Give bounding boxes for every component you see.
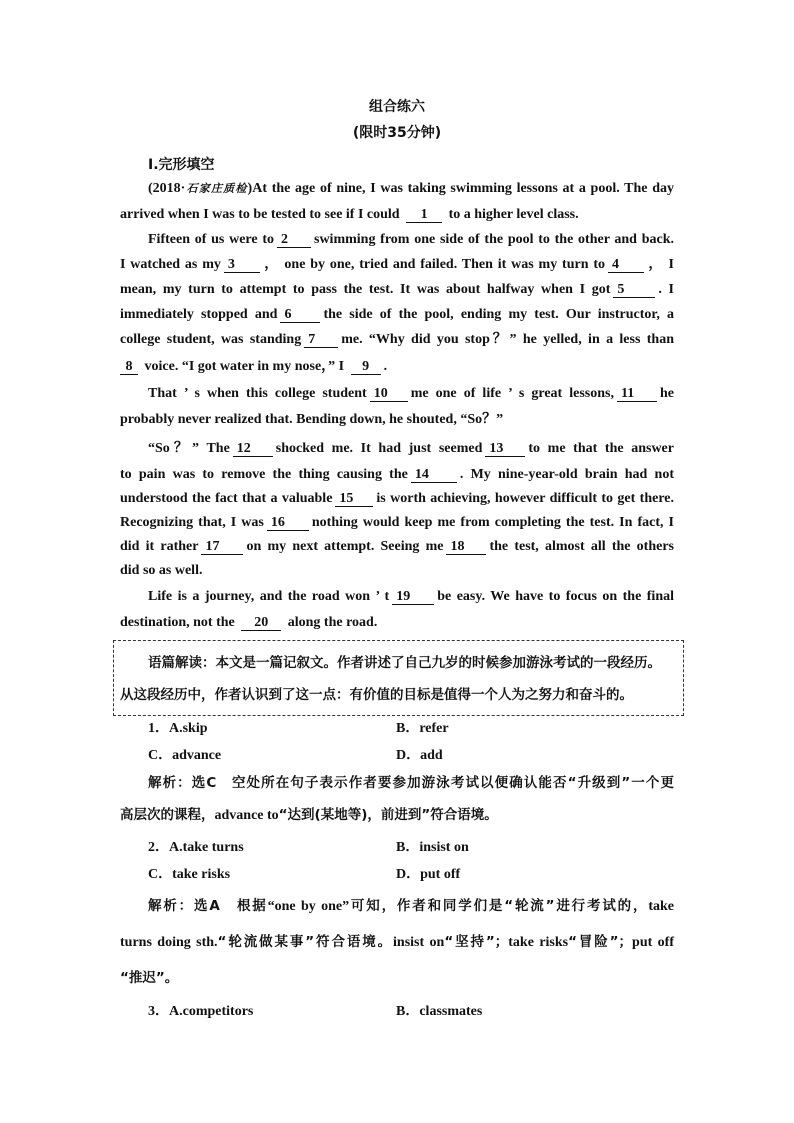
passage-line	[120, 514, 674, 532]
q2-option-d: D．put off	[396, 867, 461, 882]
expl-term: “one by one”	[267, 899, 350, 914]
passage-line	[120, 206, 674, 224]
passage-text: the test, almost all the others	[489, 539, 674, 554]
passage-text: ， I	[647, 257, 674, 272]
expl-term: turns doing sth.	[120, 935, 218, 950]
expl-text: 高层次的课程，	[120, 807, 215, 823]
q2-explanation-line	[120, 930, 674, 951]
passage-line	[120, 466, 674, 484]
q2-explanation-line: “推迟”。	[120, 970, 179, 986]
passage-analysis-box	[113, 640, 684, 716]
passage-text: be easy. We have to focus on the final	[437, 589, 674, 604]
blank-15: 15	[335, 492, 373, 507]
blank-9: 9	[351, 360, 381, 375]
blank-11: 11	[617, 387, 657, 402]
q1-option-c: C．advance	[148, 748, 222, 763]
analysis-line-1: 语篇解读：本文是一篇记叙文。作者讲述了自己九岁的时候参加游泳考试的一段经历。	[148, 655, 661, 671]
passage-line: did so as well.	[120, 563, 203, 578]
passage-text: to me that the answer	[528, 441, 674, 456]
blank-10: 10	[370, 387, 408, 402]
expl-text: “达到(某地等)，前进到”符合语境。	[278, 807, 498, 823]
source-name: 石家庄质检	[185, 183, 248, 195]
blank-20: 20	[241, 616, 281, 631]
q2-option-b: B．insist on	[396, 840, 469, 855]
q1-option-a: 1．A.skip	[148, 721, 208, 736]
expl-term: take	[648, 899, 674, 914]
passage-text: Life is a journey, and the road won ’ t	[148, 589, 390, 604]
passage-text: ， one by one, tried and failed. Then it was my turn to	[262, 257, 606, 272]
passage-text: Fifteen of us were to	[148, 232, 274, 247]
passage-line	[148, 588, 674, 606]
q2-option-a: 2．A.take turns	[148, 840, 244, 855]
expl-text: “轮流做某事”符合语境。	[217, 934, 394, 950]
expl-text: 可知，作者和同学们是“轮流”进行考试的，	[349, 898, 649, 914]
passage-text: nothing would keep me from completing the test. In fact, I	[311, 515, 674, 530]
blank-19: 19	[392, 590, 434, 605]
blank-8: 8	[120, 360, 138, 375]
expl-term: advance to	[214, 808, 279, 823]
passage-text: me one of life ’ s great lessons,	[410, 386, 614, 401]
passage-line	[120, 256, 674, 274]
q1-explanation-line: 解析：选C 空处所在句子表示作者要参加游泳考试以便确认能否“升级到”一个更	[148, 775, 674, 791]
passage-text: college student, was standing	[120, 332, 302, 347]
blank-4: 4	[608, 258, 644, 273]
passage-text: is worth achieving, however difficult to get there.	[376, 491, 675, 506]
blank-1: 1	[406, 208, 442, 223]
passage-line	[148, 440, 674, 458]
passage-text: “So？” The	[148, 441, 230, 456]
passage-line	[148, 180, 674, 198]
passage-text: did it rather	[120, 539, 199, 554]
blank-3: 3	[224, 258, 260, 273]
passage-line	[120, 358, 674, 376]
passage-text: along the road.	[287, 615, 378, 630]
passage-line	[148, 385, 674, 403]
passage-text: me. “Why did you stop？” he yelled, in a less than	[341, 332, 674, 347]
passage-line: probably never realized that. Bending down, he shouted, “So？”	[120, 412, 504, 427]
passage-text: the side of the pool, ending my test. Our instructor, a	[323, 307, 674, 322]
section-heading: Ⅰ.完形填空	[148, 157, 215, 173]
passage-text: . I	[658, 282, 675, 297]
q1-option-b: B．refer	[396, 721, 449, 736]
passage-text: destination, not the	[120, 615, 235, 630]
expl-text: “冒险”；	[568, 934, 633, 950]
time-limit: (限时35分钟)	[352, 125, 442, 141]
passage-text: Recognizing that, I was	[120, 515, 264, 530]
expl-term: insist on	[393, 935, 445, 950]
passage-line	[148, 231, 674, 249]
passage-line	[120, 281, 674, 299]
passage-text: . My nine-year-old brain had not	[459, 467, 675, 482]
blank-17: 17	[201, 540, 243, 555]
passage-text: arrived when I was to be tested to see if I could	[120, 207, 400, 222]
blank-13: 13	[485, 442, 525, 457]
q2-option-c: C．take risks	[148, 867, 231, 882]
analysis-line-2: 从这段经历中，作者认识到了这一点：有价值的目标是值得一个人为之努力和奋斗的。	[120, 687, 633, 703]
passage-text: to pain was to remove the thing causing the	[120, 467, 408, 482]
q3-option-b: B．classmates	[396, 1004, 483, 1019]
source-year: (2018·	[148, 181, 186, 196]
passage-text: he	[660, 386, 674, 401]
blank-6: 6	[280, 308, 320, 323]
source-close: )	[247, 181, 253, 196]
passage-text: voice. “I got water in my nose，” I	[144, 359, 345, 374]
expl-text: “坚持”；	[444, 934, 509, 950]
expl-term: take risks	[508, 935, 569, 950]
blank-18: 18	[446, 540, 486, 555]
passage-line	[120, 614, 674, 632]
blank-16: 16	[267, 516, 309, 531]
q1-option-d: D．add	[396, 748, 443, 763]
q2-explanation-line	[148, 894, 674, 915]
passage-text: swimming from one side of the pool to the other and back.	[314, 232, 674, 247]
expl-text: 解析：选A 根据	[148, 898, 268, 914]
passage-text: shocked me. It had just seemed	[275, 441, 483, 456]
passage-text: I watched as my	[120, 257, 221, 272]
passage-line	[120, 306, 674, 324]
passage-text: mean, my turn to attempt to pass the test. It was about halfway when I got	[120, 282, 611, 297]
blank-14: 14	[411, 468, 457, 483]
passage-text: to a higher level class.	[448, 207, 579, 222]
passage-text: That ’ s when this college student	[148, 386, 367, 401]
blank-12: 12	[233, 442, 273, 457]
blank-2: 2	[277, 233, 311, 248]
q1-explanation-line	[120, 803, 674, 824]
passage-text: immediately stopped and	[120, 307, 278, 322]
passage-text: .	[383, 359, 388, 374]
passage-line	[120, 490, 674, 508]
passage-line	[120, 538, 674, 556]
passage-text: on my next attempt. Seeing me	[246, 539, 444, 554]
expl-term: put off	[632, 935, 674, 950]
passage-text: At the age of nine, I was taking swimming lessons at a pool. The day	[252, 181, 675, 196]
page-title: 组合练六	[369, 99, 425, 115]
blank-5: 5	[613, 283, 655, 298]
passage-text: understood the fact that a valuable	[120, 491, 333, 506]
passage-line	[120, 331, 674, 349]
blank-7: 7	[304, 333, 338, 348]
q3-option-a: 3．A.competitors	[148, 1004, 254, 1019]
